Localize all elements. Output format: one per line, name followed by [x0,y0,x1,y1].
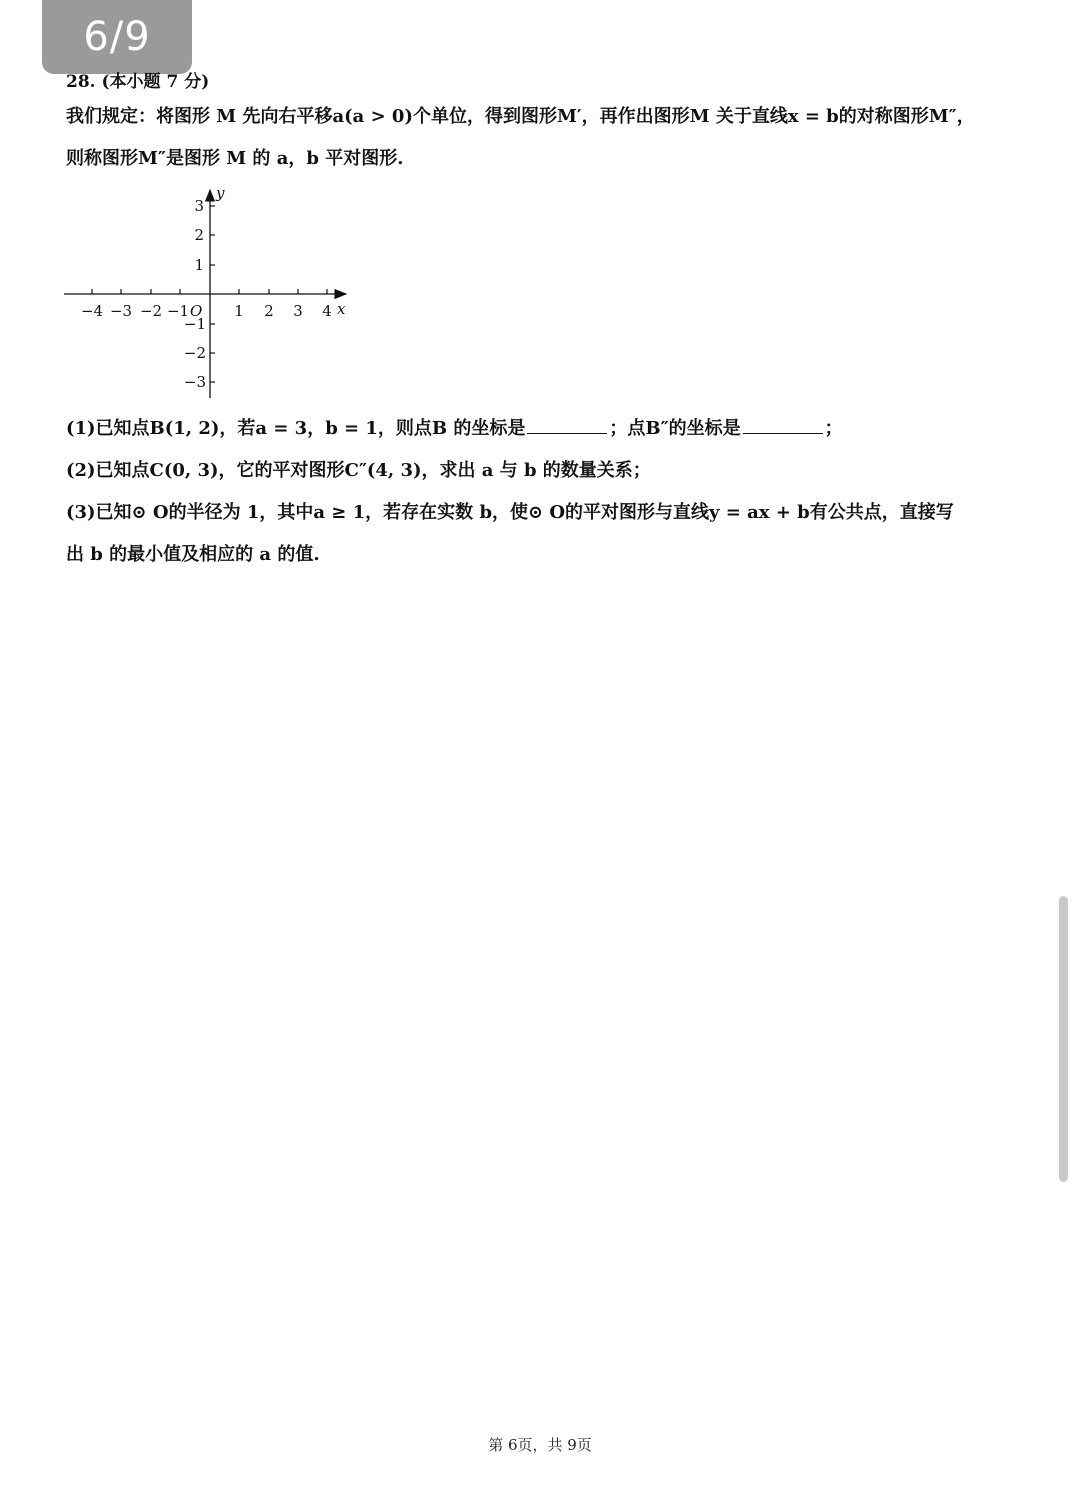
y-tick-label: 2 [194,226,204,244]
origin-label: O [190,302,203,320]
coordinate-plane [60,186,360,404]
x-tick-label: 3 [293,302,303,320]
part-1-text-b: ；点B″的坐标是 [609,418,741,439]
part-1-text-a: (1)已知点B(1, 2)，若a = 3，b = 1，则点B 的坐标是 [66,418,526,439]
x-tick-label: −2 [139,302,163,320]
x-tick-label: −1 [166,302,190,320]
y-tick-label: −2 [183,344,206,362]
part-2: (2)已知点C(0, 3)，它的平对图形C″(4, 3)，求出 a 与 b 的数量关系； [66,460,651,481]
coordinate-figure [66,186,1026,404]
question-intro-line-1: 我们规定：将图形 M 先向右平移a(a > 0)个单位，得到图形M′，再作出图形M 关于直线x = b的对称图形M″， [66,106,975,127]
y-tick-label: −3 [183,373,206,391]
y-axis-label: y [216,186,225,202]
y-tick-label: −1 [183,315,206,333]
page-indicator-badge [42,0,192,74]
answer-blank-2[interactable] [743,413,823,434]
x-axis-label: x [337,300,346,318]
page-indicator-text: 6/9 [83,14,151,60]
x-tick-label: −4 [80,302,104,320]
question-intro-line-2: 则称图形M″是图形 M 的 a，b 平对图形. [66,148,404,169]
y-tick-label: 3 [194,197,204,215]
question-header: 28. (本小题 7 分) [66,72,210,92]
x-tick-label: 2 [264,302,274,320]
x-tick-label: 1 [234,302,244,320]
part-1-text-c: ； [824,418,843,439]
vertical-scrollbar[interactable] [1059,896,1068,1182]
document-body [66,68,1026,576]
y-tick-label: 1 [194,256,204,274]
x-tick-label: 4 [322,302,332,320]
answer-blank-1[interactable] [527,413,607,434]
page-footer: 第 6页，共 9页 [488,1436,592,1454]
part-3-line-2: 出 b 的最小值及相应的 a 的值. [66,544,320,565]
part-3-line-1: (3)已知⊙ O的半径为 1，其中a ≥ 1，若存在实数 b，使⊙ O的平对图形与直线y = ax + b有公共点，直接写 [66,502,954,523]
x-tick-label: −3 [109,302,133,320]
part-1 [66,408,1026,450]
